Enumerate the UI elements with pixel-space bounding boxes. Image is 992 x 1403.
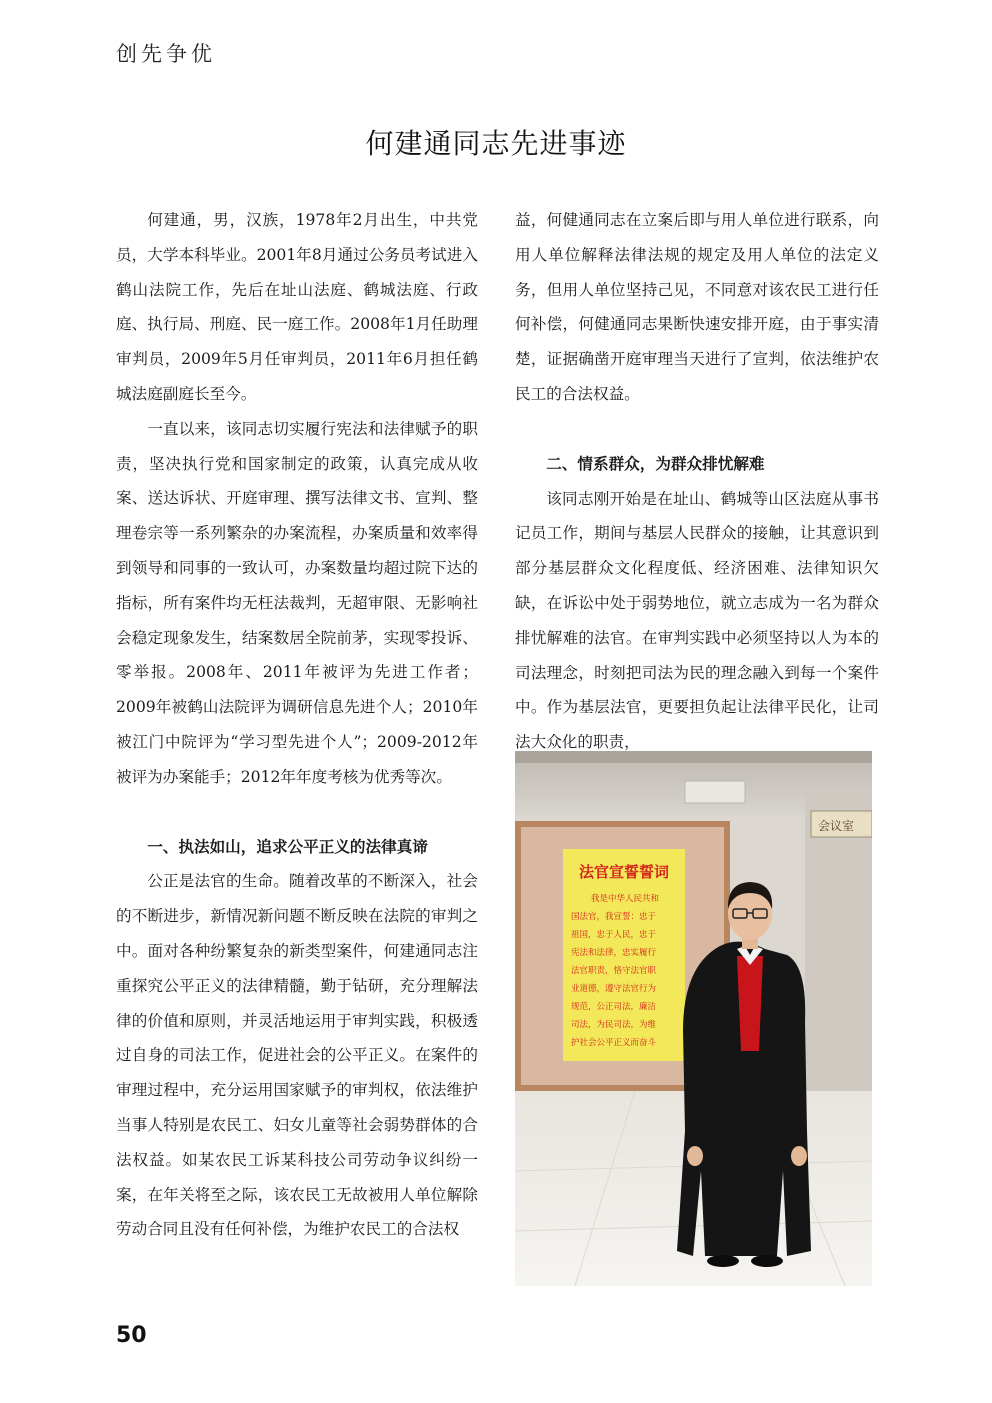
left-hand <box>687 1146 703 1166</box>
paragraph-people: 该同志刚开始是在址山、鹤城等山区法庭从事书记员工作，期间与基层人民群众的接触，让其意识到部分基层群众文化程度低、经济困难、法律知识欠缺，在诉讼中处于弱势地位，就立志成为一名为群众排忧解难的法官。在审判实践中必须坚持以人为本的司法理念，时刻把司法为民的理念融入到每一个案件中。作为基层法官，更要担负起让法律平民化，让司法大众化的职责， <box>515 489 879 752</box>
page-number: 50 <box>116 1323 147 1348</box>
oath-line: 法官职责，恪守法官职 <box>571 966 657 976</box>
judge-photo <box>515 751 872 1286</box>
section-heading-1: 一、执法如山，追求公平正义的法律真谛 <box>147 836 428 856</box>
oath-poster-lines <box>571 893 659 1048</box>
oath-poster-title: 法官宣誓誓词 <box>578 863 670 881</box>
left-shoe <box>707 1255 739 1267</box>
paragraph-justice-continued: 益，何健通同志在立案后即与用人单位进行联系，向用人单位解释法律法规的规定及用人单位的法定义务，但用人单位坚持己见，不同意对该农民工进行任何补偿，何健通同志果断快速安排开庭，由于事实清楚，证据确凿开庭审理当天进行了宣判，依法维护农民工的合法权益。 <box>515 211 879 403</box>
oath-line: 我是中华人民共和 <box>591 894 660 904</box>
paragraph-justice: 公正是法官的生命。随着改革的不断深入，社会的不断进步，新情况新问题不断反映在法院的审判之中。面对各种纷繁复杂的新类型案件，何建通同志注重探究公平正义的法律精髓，勤于钻研，充分理解法律的价值和原则，并灵活地运用于审判实践，积极透过自身的司法工作，促进社会的公平正义。在案件的审理过程中，充分运用国家赋予的审判权，依法维护当事人特别是农民工、妇女儿童等社会弱势群体的合法权益。如某农民工诉某科技公司劳动争议纠纷一案，在年关将至之际，该农民工无故被用人单位解除劳动合同且没有任何补偿，为维护农民工的合法权 <box>116 872 478 1239</box>
article-title: 何建通同志先进事迹 <box>365 127 627 160</box>
oath-line: 宪法和法律，忠实履行 <box>571 948 657 958</box>
judge-photo-illustration <box>515 751 872 1286</box>
ceiling-beam <box>515 751 872 763</box>
oath-line: 护社会公平正义而奋斗 <box>571 1038 657 1048</box>
corridor-wall <box>805 791 872 1131</box>
left-column <box>116 203 478 1247</box>
section-tag: 创先争优 <box>116 42 216 66</box>
oath-line: 国法官，我宣誓：忠于 <box>571 912 657 922</box>
ceiling-light <box>685 781 745 803</box>
door-sign-text: 会议室 <box>818 819 855 833</box>
robe-red-panel <box>737 956 763 1051</box>
paragraph-duties: 一直以来，该同志切实履行宪法和法律赋予的职责，坚决执行党和国家制定的政策，认真完成从收案、送达诉状、开庭审理、撰写法律文书、宣判、整理卷宗等一系列繁杂的办案流程，办案质量和效率得到领导和同事的一致认可，办案数量均超过院下达的指标，所有案件均无枉法裁判，无超审限、无影响社会稳定现象发生，结案数居全院前茅，实现零投诉、零举报。2008年、2011年被评为先进工作者；2009年被鹤山法院评为调研信息先进个人；2010年被江门中院评为“学习型先进个人”；2009-2012年被评为办案能手；2012年年度考核为优秀等次。 <box>116 419 478 786</box>
right-shoe <box>751 1255 783 1267</box>
oath-line: 祖国，忠于人民，忠于 <box>571 930 657 940</box>
oath-line: 业道德，遵守法官行为 <box>571 984 657 994</box>
oath-line: 司法，为民司法，为维 <box>571 1020 657 1030</box>
oath-line: 规范，公正司法，廉洁 <box>571 1002 657 1012</box>
paragraph-bio: 何建通，男，汉族，1978年2月出生，中共党员，大学本科毕业。2001年8月通过公务员考试进入鹤山法院工作，先后在址山法庭、鹤城法庭、行政庭、执行局、刑庭、民一庭工作。2008年1月任助理审判员，2009年5月任审判员，2011年6月担任鹤城法庭副庭长至今。 <box>116 211 478 403</box>
section-heading-2: 二、情系群众，为群众排忧解难 <box>546 453 765 473</box>
right-hand <box>791 1146 807 1166</box>
right-column <box>515 203 879 760</box>
